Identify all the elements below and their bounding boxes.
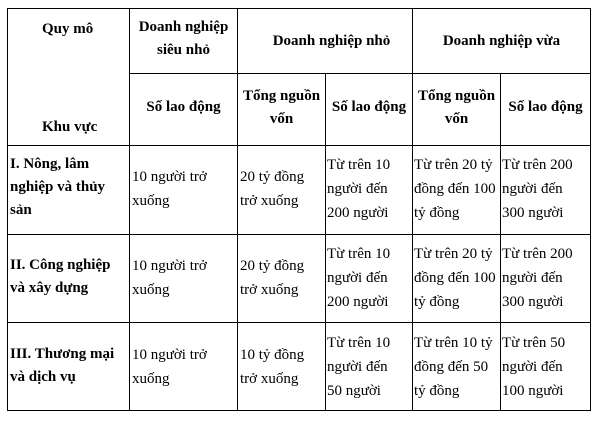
table-column-divider: [412, 8, 413, 411]
header-doanh-nghiep-sieu-nho: Doanh nghiệp siêu nhỏ: [138, 19, 229, 58]
header-quy-mo: Quy mô: [42, 21, 94, 37]
table-cell: Từ trên 50 người đến 100 người: [502, 335, 566, 399]
subheader-so-lao-dong: Số lao động: [331, 99, 407, 115]
table-cell: Từ trên 10 tỷ đồng đến 50 tỷ đồng: [414, 335, 493, 399]
table-column-divider: [129, 8, 130, 411]
table-cell: 20 tỷ đồng trở xuống: [240, 169, 305, 209]
table-border-top: [7, 8, 591, 9]
subheader-so-lao-dong: Số lao động: [146, 99, 221, 115]
table-cell: Từ trên 200 người đến 300 người: [502, 157, 573, 221]
table-cell: Từ trên 10 người đến 50 người: [327, 335, 391, 399]
table-border-right: [590, 8, 591, 411]
subheader-tong-nguon-von: Tổng nguồn vốn: [417, 88, 496, 127]
subheader-so-lao-dong: Số lao động: [508, 99, 583, 115]
table-row-divider: [7, 234, 591, 235]
table-cell: 10 người trở xuống: [132, 347, 207, 387]
table-cell: Từ trên 200 người đến 300 người: [502, 246, 573, 310]
table-column-divider: [325, 73, 326, 411]
table-cell: Từ trên 20 tỷ đồng đến 100 tỷ đồng: [414, 246, 496, 310]
row-sector-label: III. Thương mại và dịch vụ: [10, 346, 115, 385]
header-doanh-nghiep-nho: Doanh nghiệp nhỏ: [272, 33, 391, 49]
table-header-divider: [129, 73, 591, 74]
table-border-bottom: [7, 410, 591, 411]
table-cell: 10 người trở xuống: [132, 169, 207, 209]
row-sector-label: I. Nông, lâm nghiệp và thủy sản: [10, 156, 106, 218]
table-cell: 20 tỷ đồng trở xuống: [240, 258, 305, 298]
table-row-divider: [7, 322, 591, 323]
table-cell: 10 tỷ đồng trở xuống: [240, 347, 305, 387]
table-cell: Từ trên 10 người đến 200 người: [327, 157, 391, 221]
table-row-divider: [7, 145, 591, 146]
table-cell: Từ trên 10 người đến 200 người: [327, 246, 391, 310]
table-column-divider: [500, 73, 501, 411]
table-cell: Từ trên 20 tỷ đồng đến 100 tỷ đồng: [414, 157, 496, 221]
table-cell: 10 người trở xuống: [132, 258, 207, 298]
row-sector-label: II. Công nghiệp và xây dựng: [10, 257, 111, 296]
subheader-tong-nguon-von: Tổng nguồn vốn: [242, 88, 321, 127]
table-border-left: [7, 8, 8, 411]
header-khu-vuc: Khu vực: [42, 119, 98, 135]
header-doanh-nghiep-vua: Doanh nghiệp vừa: [442, 33, 561, 49]
table-column-divider: [237, 8, 238, 411]
